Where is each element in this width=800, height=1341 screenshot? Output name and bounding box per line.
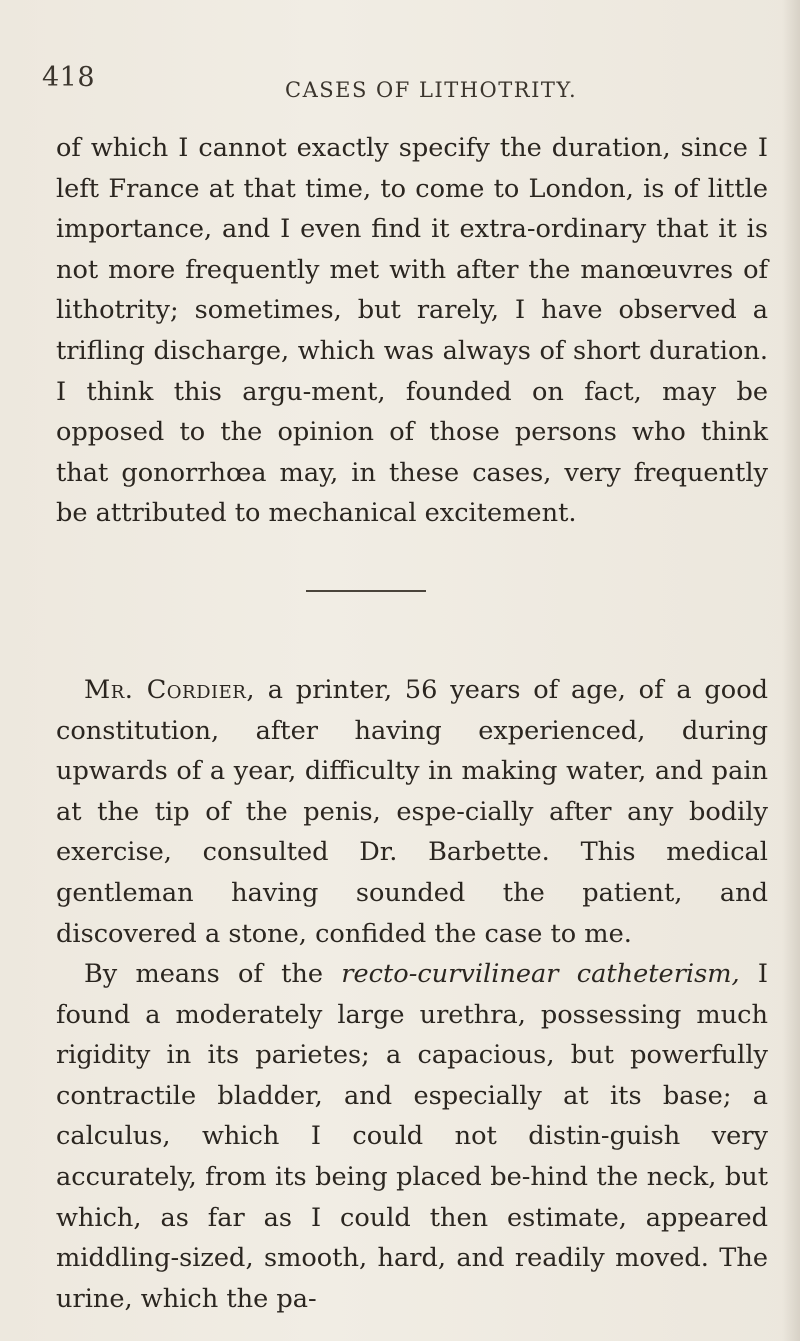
- examination-text: I found a moderately large urethra, possessing much rigidity in its parietes; a capacious, but powerfully contractile bladder, and especially at its base; a calculus, which I could not distin-guish very accurately, from its being placed be-hind the neck, but which, as far as I could then estimate, appeared middling-sized, smooth, hard, and readily moved. The urine, which the pa-: [56, 959, 768, 1314]
- page-number: 418: [42, 62, 96, 93]
- body-text: [56, 128, 768, 1319]
- technique-name: recto-curvilinear catheterism,: [341, 959, 740, 990]
- paragraph-continuation: of which I cannot exactly specify the duration, since I left France at that time, to come to London, is of little importance, and I even find it extra-ordinary that it is not more frequently met with after the manœuvres of lithotrity; sometimes, but rarely, I have observed a trifling discharge, which was always of short duration. I think this argu-ment, founded on fact, may be opposed to the opinion of those persons who think that gonorrhœa may, in these cases, very frequently be attributed to mechanical excitement.: [56, 133, 768, 529]
- section-divider: [306, 590, 426, 592]
- examination-intro: By means of the: [84, 959, 342, 990]
- examination-paragraph: [56, 954, 768, 1319]
- case-paragraph: [56, 670, 768, 954]
- section-divider-wrap: [56, 590, 768, 670]
- page-edge-shadow: [782, 0, 800, 1341]
- case-paragraph-text: a printer, 56 years of age, of a good constitution, after having experienced, during upwards of a year, difficulty in making water, and pain at the tip of the penis, espe-cially after any bodily exercise, consulted Dr. Barbette. This medical gentleman having sounded the patient, and discovered a stone, confided the case to me.: [56, 674, 768, 949]
- running-head: CASES OF LITHOTRITY.: [285, 78, 578, 102]
- patient-name: Mr. Cordier,: [84, 674, 255, 705]
- page-header: [0, 62, 800, 102]
